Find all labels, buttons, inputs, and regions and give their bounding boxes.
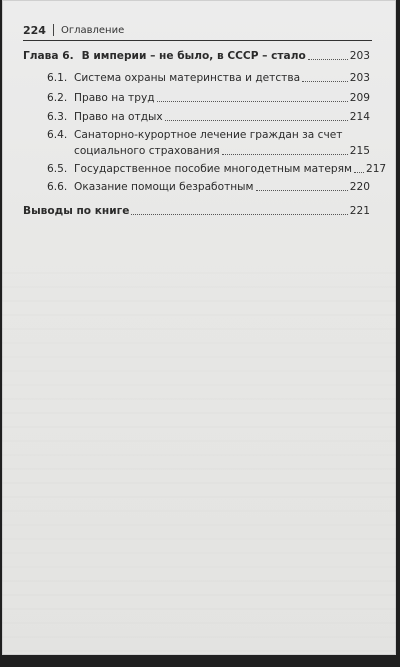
toc-item-title-line1: Санаторно-курортное лечение граждан за счет	[74, 129, 343, 141]
toc-item-title: Оказание помощи безработным	[74, 181, 254, 193]
toc-item-page: 209	[349, 92, 370, 104]
toc-item-title: Право на труд	[74, 92, 155, 104]
leader-dots	[131, 213, 347, 215]
book-page	[2, 0, 396, 655]
toc-item-6-5	[74, 163, 387, 175]
chapter-page: 203	[349, 50, 370, 62]
toc-item-6-2	[74, 92, 370, 104]
toc-item-6-3	[74, 111, 370, 123]
leader-dots	[308, 58, 348, 60]
toc-item-page: 214	[349, 111, 370, 123]
toc-item-6-1	[74, 72, 370, 84]
toc-item-page: 217	[365, 163, 387, 175]
toc-conclusion-entry	[23, 205, 370, 217]
section-title: Оглавление	[60, 24, 125, 36]
chapter-title: В империи – не было, в СССР – стало	[81, 50, 306, 62]
toc-item-page: 203	[349, 72, 370, 84]
toc-item-title: Государственное пособие многодетным матерям	[74, 163, 352, 175]
conclusion-title: Выводы по книге	[23, 205, 130, 217]
toc-item-6-6	[74, 181, 370, 193]
toc-item-number: 6.4.	[47, 129, 68, 141]
page-texture	[2, 260, 396, 655]
toc-item-title: социального страхования	[74, 145, 220, 157]
header-rule	[23, 40, 372, 41]
leader-dots	[222, 153, 348, 155]
leader-dots	[302, 80, 348, 82]
toc-item-number: 6.2.	[47, 92, 68, 104]
toc-item-title: Система охраны материнства и детства	[74, 72, 301, 84]
toc-item-page: 220	[349, 181, 370, 193]
toc-item-number: 6.3.	[47, 111, 68, 123]
toc-chapter-entry	[23, 50, 370, 62]
toc-item-6-4	[74, 145, 370, 157]
running-header	[23, 22, 124, 38]
toc-item-number: 6.5.	[47, 163, 68, 175]
header-separator	[53, 24, 54, 36]
toc-item-number: 6.1.	[47, 72, 68, 84]
page-number: 224	[23, 23, 46, 37]
leader-dots	[256, 189, 348, 191]
toc-item-number: 6.6.	[47, 181, 68, 193]
leader-dots	[354, 171, 364, 173]
conclusion-page: 221	[349, 205, 370, 217]
chapter-label: Глава 6.	[23, 50, 74, 62]
leader-dots	[157, 100, 348, 102]
toc-item-page: 215	[349, 145, 370, 157]
leader-dots	[165, 119, 348, 121]
toc-item-title: Право на отдых	[74, 111, 163, 123]
